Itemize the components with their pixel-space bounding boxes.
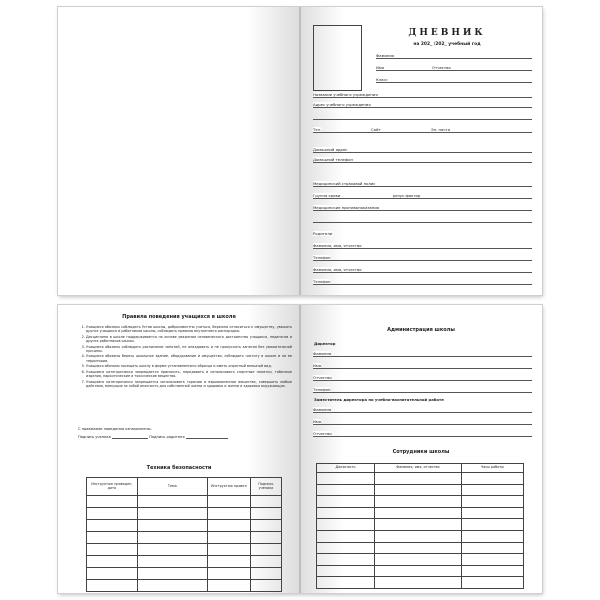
field-row [313, 203, 532, 211]
safety-row-cell [250, 532, 281, 544]
staff-row [317, 530, 524, 542]
rule-item: 6. Учащимся категорически запрещается приносить, передавать и использовать спиртные напитки, табачные изделия, наркотические и токсические вещества. [86, 370, 292, 378]
safety-row [87, 556, 282, 568]
field-label: Группа крови [313, 193, 341, 198]
safety-row-cell [250, 580, 281, 592]
field-label: Класс [376, 77, 388, 82]
staff-row [317, 473, 524, 485]
safety-col-topic: Тема [137, 478, 207, 496]
safety-row-cell [87, 568, 138, 580]
rules-title: Правила поведения учащихся в школе [122, 314, 236, 320]
safety-row-cell [137, 544, 207, 556]
field-label: Фамилия [376, 53, 395, 58]
staff-row-cell [317, 542, 375, 554]
field-label: Телефон [313, 279, 331, 284]
rule-item: 1. Учащиеся обязаны соблюдать Устав школы, добросовестно учиться, бережно относиться к имуществу, уважать других учащихся и работников школы, соблюдать правила внутреннего распорядка. [86, 325, 292, 333]
field-label: Сайт [371, 127, 381, 132]
staff-row-cell [374, 473, 461, 485]
field-row [376, 63, 532, 71]
admin-page [300, 305, 542, 593]
field-label: Эл. почта [431, 127, 451, 132]
safety-row-cell [207, 568, 250, 580]
safety-row-cell [137, 568, 207, 580]
staff-row-cell [374, 577, 461, 589]
field-row [313, 277, 532, 285]
safety-row-cell [87, 520, 138, 532]
safety-row-cell [137, 520, 207, 532]
field-label: Имя [313, 363, 321, 368]
staff-row-cell [317, 507, 375, 519]
safety-row-cell [250, 520, 281, 532]
safety-row-cell [87, 580, 138, 592]
staff-row-cell [461, 530, 523, 542]
safety-row-cell [137, 532, 207, 544]
spine-gutter [299, 305, 301, 593]
field-row [313, 241, 532, 249]
diary-title: ДНЕВНИК [408, 28, 486, 38]
field-row [313, 112, 532, 120]
staff-row-cell [374, 542, 461, 554]
field-label: Медицинские противопоказания [313, 205, 380, 210]
field-label: Телефон [313, 387, 331, 392]
field-row [376, 51, 532, 59]
safety-col-signature: Подпись ученика [250, 478, 281, 496]
diary-title-spread [58, 7, 542, 295]
school-year-line: на 202_ /202_ учебный год [413, 42, 481, 47]
field-label: Имя [313, 419, 321, 424]
field-row [313, 385, 532, 393]
field-label: Название учебного учреждения [313, 92, 378, 97]
safety-row-cell [207, 544, 250, 556]
staff-row [317, 484, 524, 496]
admin-title: Администрация школы [387, 327, 455, 333]
field-row [313, 215, 532, 223]
safety-row [87, 496, 282, 508]
parents-heading: Родители [313, 231, 333, 236]
staff-row-cell [317, 565, 375, 577]
field-label: Фамилия, имя, отчество [313, 243, 362, 248]
staff-row-cell [317, 577, 375, 589]
safety-row-cell [250, 508, 281, 520]
staff-row-cell [374, 496, 461, 508]
field-row [313, 191, 532, 199]
rule-item: 3. Учащиеся обязаны соблюдать расписание занятий, не опаздывать и не пропускать занятия без уважительной причины. [86, 345, 292, 353]
safety-row-cell [250, 544, 281, 556]
staff-row-cell [461, 519, 523, 531]
staff-title: Сотрудники школы [392, 449, 450, 455]
rules-list [78, 325, 292, 389]
rule-item: 5. Учащиеся обязаны посещать школу в форме установленного образца и иметь опрятный внешний вид. [86, 364, 292, 368]
staff-row-cell [374, 530, 461, 542]
field-row [376, 75, 532, 83]
field-label: Адрес учебного учреждения [313, 102, 371, 107]
field-label: Домашний телефон [313, 157, 353, 162]
field-label: Фамилия, имя, отчество [313, 267, 362, 272]
signature-parent-label: Подпись родителя [149, 435, 185, 439]
staff-row [317, 496, 524, 508]
safety-row-cell [207, 556, 250, 568]
safety-row-cell [207, 580, 250, 592]
rule-item: 2. Дисциплина в школе поддерживается на основе уважения человеческого достоинства учащихся, педагогов и других работников школы. [86, 335, 292, 343]
staff-row-cell [317, 473, 375, 485]
safety-row-cell [87, 544, 138, 556]
staff-row [317, 577, 524, 589]
staff-row [317, 519, 524, 531]
safety-title: Техника безопасности [146, 465, 212, 471]
staff-row-cell [461, 577, 523, 589]
field-row [313, 429, 532, 437]
field-row [313, 361, 532, 369]
field-row [313, 417, 532, 425]
safety-col-date: Инструктаж проведен, дата [87, 478, 138, 496]
field-row [313, 253, 532, 261]
safety-row [87, 544, 282, 556]
safety-row-cell [87, 508, 138, 520]
safety-row [87, 532, 282, 544]
staff-row-cell [461, 473, 523, 485]
field-row [313, 265, 532, 273]
rule-item: 7. Учащимся категорически запрещается использовать горючие и взрывоопасные вещества, совершать любые действия, влекущие за собой опасность для собственной жизни и здоровья и жизни и здоровья окружающих. [86, 380, 292, 388]
field-label: Домашний адрес [313, 147, 348, 152]
rule-item: 4. Учащиеся обязаны беречь школьное здание, оборудование и имущество, соблюдать чистоту в школе и на ее территории. [86, 354, 292, 362]
staff-row-cell [461, 484, 523, 496]
signature-student-label: Подпись ученика [78, 435, 111, 439]
safety-row-cell [137, 508, 207, 520]
safety-row-cell [250, 496, 281, 508]
staff-col-hours: Часы работы [461, 464, 523, 473]
director-heading: Директор [314, 341, 336, 346]
field-label: Имя [376, 65, 384, 70]
field-label: Телефон [313, 255, 331, 260]
safety-row-cell [250, 568, 281, 580]
title-page [300, 7, 542, 295]
safety-row-cell [137, 556, 207, 568]
safety-row [87, 580, 282, 592]
safety-row-cell [207, 532, 250, 544]
safety-row-cell [207, 520, 250, 532]
field-row [313, 155, 532, 163]
field-label: резус-фактор [393, 193, 421, 198]
staff-row-cell [374, 507, 461, 519]
field-row [313, 145, 532, 153]
field-row [313, 405, 532, 413]
staff-row-cell [317, 496, 375, 508]
deputy-heading: Заместитель директора по учебно-воспитательной работе [314, 397, 444, 402]
field-row [313, 100, 532, 108]
staff-row-cell [317, 519, 375, 531]
photo-placeholder [313, 25, 362, 91]
staff-row-cell [461, 565, 523, 577]
field-row [313, 229, 532, 237]
safety-row [87, 520, 282, 532]
field-label: Отчество [313, 431, 332, 436]
staff-row-cell [374, 554, 461, 566]
field-label: Отчество [313, 375, 332, 380]
rules-acknowledge: С правилами поведения ознакомлены. [78, 427, 152, 431]
safety-row-cell [87, 496, 138, 508]
field-row [313, 349, 532, 357]
staff-col-name: Фамилия, имя, отчество [374, 464, 461, 473]
staff-row [317, 542, 524, 554]
spine-gutter [299, 7, 301, 295]
rules-admin-spread [58, 305, 542, 593]
safety-row-cell [137, 496, 207, 508]
field-row [313, 373, 532, 381]
staff-row-cell [461, 496, 523, 508]
field-label: Отчество [432, 65, 451, 70]
safety-row-cell [207, 508, 250, 520]
rules-page [58, 305, 300, 593]
safety-row-cell [250, 556, 281, 568]
staff-row-cell [374, 484, 461, 496]
safety-row [87, 508, 282, 520]
staff-row-cell [317, 554, 375, 566]
safety-row-cell [87, 532, 138, 544]
safety-table [86, 477, 282, 592]
staff-col-position: Должность [317, 464, 375, 473]
field-label: Тел. [313, 127, 322, 132]
field-label: Медицинский страховой полис [313, 181, 376, 186]
field-row [313, 179, 532, 187]
safety-row-cell [87, 556, 138, 568]
safety-col-instructor: Инструктаж провел [207, 478, 250, 496]
field-label: Фамилия [313, 407, 332, 412]
staff-row [317, 507, 524, 519]
safety-row [87, 568, 282, 580]
staff-row-cell [317, 484, 375, 496]
staff-row-cell [374, 519, 461, 531]
staff-row [317, 565, 524, 577]
signature-line [78, 435, 284, 439]
safety-row-cell [207, 496, 250, 508]
field-label: Фамилия [313, 351, 332, 356]
staff-row-cell [461, 507, 523, 519]
field-row [313, 125, 532, 133]
blank-left-page [58, 7, 300, 295]
field-row [313, 90, 532, 98]
staff-row-cell [317, 530, 375, 542]
safety-row-cell [137, 580, 207, 592]
staff-table [316, 463, 524, 589]
staff-row-cell [461, 554, 523, 566]
staff-row-cell [461, 542, 523, 554]
staff-row [317, 554, 524, 566]
staff-row-cell [374, 565, 461, 577]
